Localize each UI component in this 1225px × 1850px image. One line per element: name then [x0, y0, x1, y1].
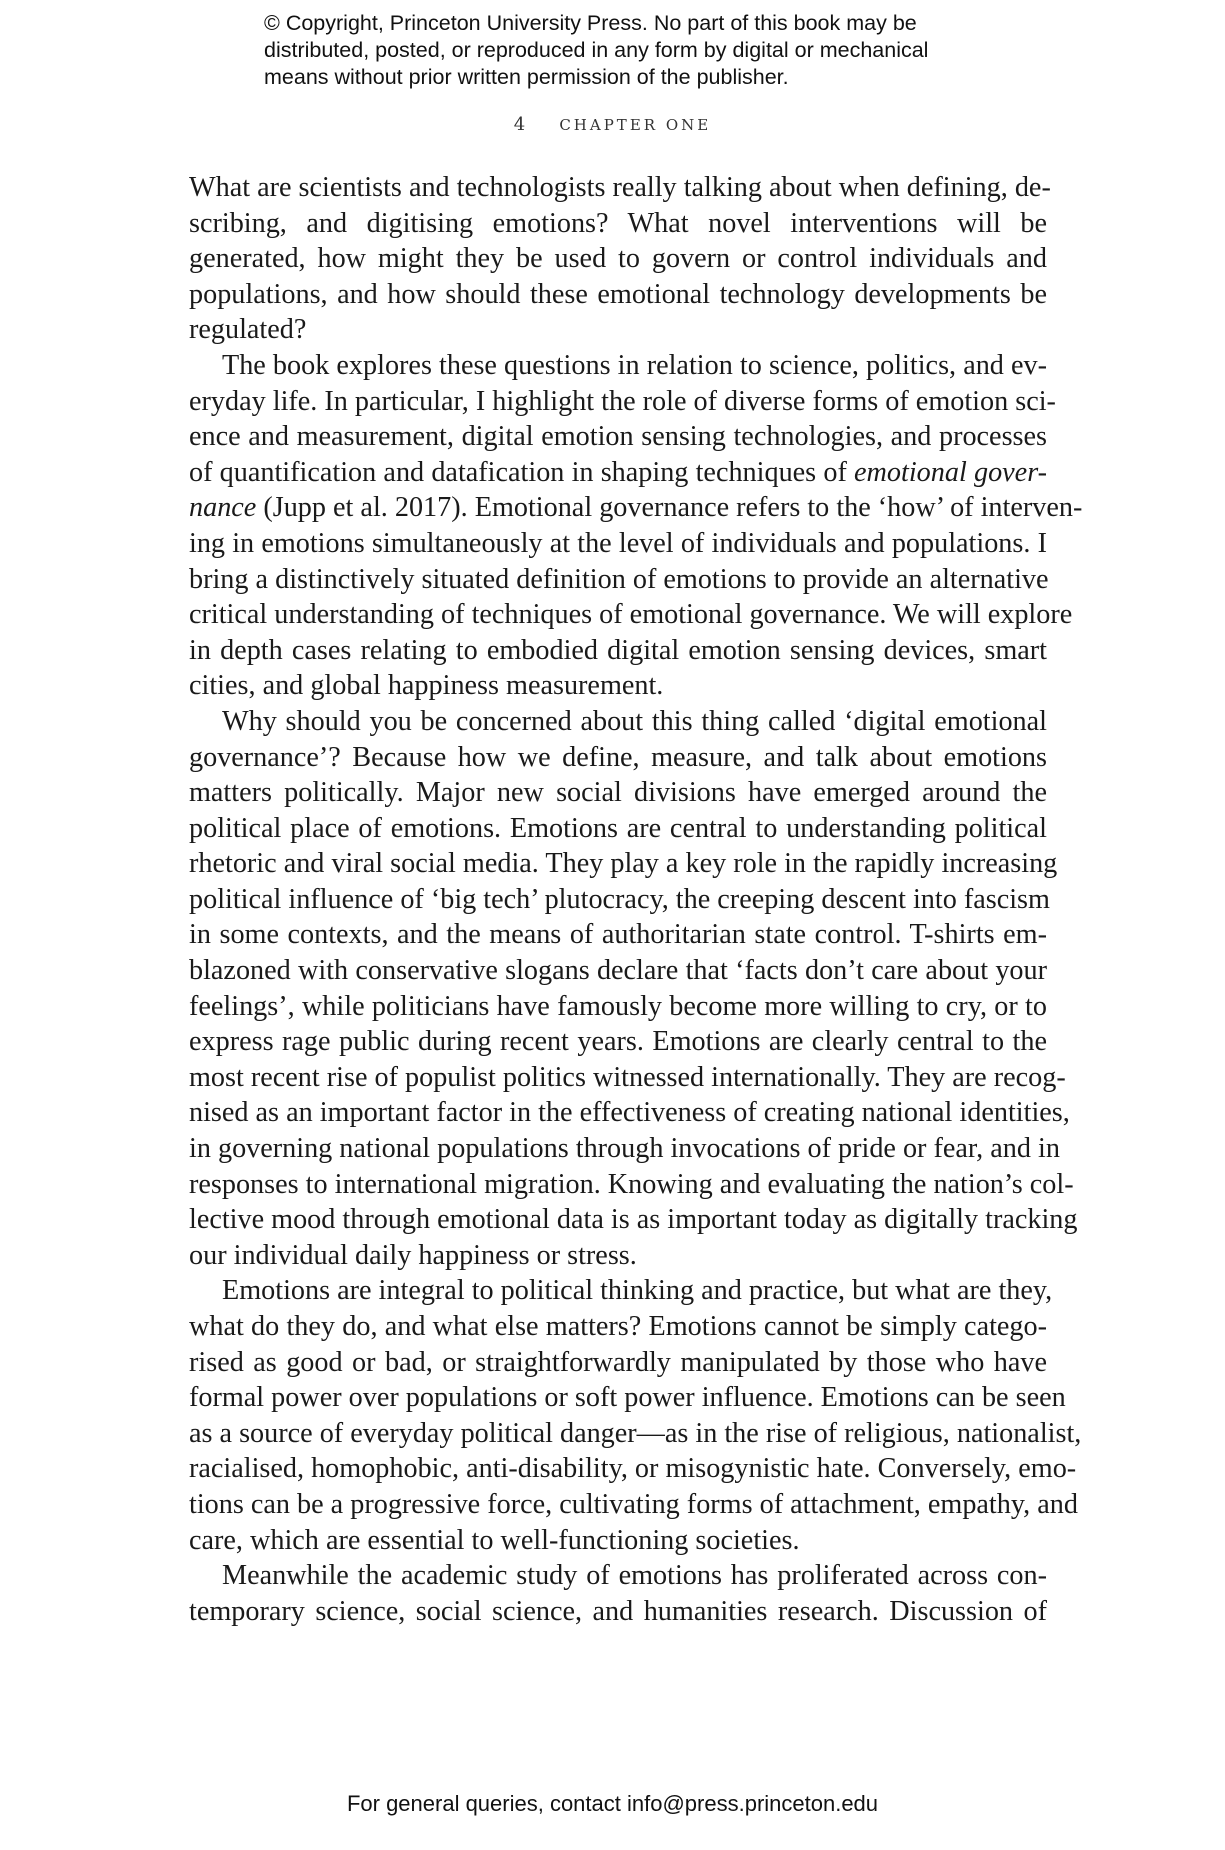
- text-line: bring a distinctively situated definition of emotions to provide an alternative: [189, 563, 1049, 595]
- text-line: blazoned with conservative slogans declare that ‘facts don’t care about your: [189, 955, 1047, 987]
- text-line: formal power over populations or soft power influence. Emotions can be seen: [189, 1382, 1066, 1414]
- text-line: nised as an important factor in the effectiveness of creating national identities,: [189, 1097, 1070, 1129]
- text-line: racialised, homophobic, anti-disability, or misogynistic hate. Conversely, emo-: [189, 1453, 1077, 1485]
- page-number: 4: [513, 114, 526, 135]
- text-line: scribing, and digitising emotions? What novel interventions will be: [189, 207, 1047, 239]
- text-line: generated, how might they be used to govern or control individuals and: [189, 243, 1047, 275]
- text-line: Emotions are integral to political thinking and practice, but what are they,: [222, 1275, 1053, 1307]
- text-line: express rage public during recent years. Emotions are clearly central to the: [189, 1026, 1047, 1058]
- footer-contact: For general queries, contact info@press.princeton.edu: [346, 1791, 879, 1816]
- text-line: as a source of everyday political danger—as in the rise of religious, nationalist,: [189, 1417, 1082, 1449]
- text-line: The book explores these questions in relation to science, politics, and ev-: [222, 349, 1047, 381]
- text-line: tions can be a progressive force, cultivating forms of attachment, empathy, and: [189, 1488, 1078, 1520]
- text-line: what do they do, and what else matters? Emotions cannot be simply catego-: [189, 1311, 1047, 1342]
- text-line: populations, and how should these emotional technology developments be: [189, 278, 1047, 310]
- text-line: cities, and global happiness measurement.: [189, 670, 664, 702]
- text-line: eryday life. In particular, I highlight the role of diverse forms of emotion sci-: [189, 385, 1056, 417]
- text-line: matters politically. Major new social divisions have emerged around the: [189, 777, 1047, 809]
- text-line: critical understanding of techniques of emotional governance. We will explore: [189, 599, 1073, 631]
- text-line: What are scientists and technologists really talking about when defining, de-: [189, 172, 1051, 203]
- text-line: our individual daily happiness or stress.: [189, 1239, 637, 1271]
- text-line: governance’? Because how we define, measure, and talk about emotions: [189, 741, 1047, 773]
- text-line: rised as good or bad, or straightforwardly manipulated by those who have: [189, 1346, 1047, 1378]
- text-line: in governing national populations through invocations of pride or fear, and in: [189, 1133, 1060, 1165]
- running-head: [0, 114, 1225, 135]
- text-line: care, which are essential to well-functioning societies.: [189, 1524, 800, 1556]
- text-line: Why should you be concerned about this thing called ‘digital emotional: [222, 705, 1047, 737]
- text-line: most recent rise of populist politics witnessed internationally. They are recog-: [189, 1061, 1066, 1093]
- text-line: political place of emotions. Emotions are central to understanding political: [189, 812, 1047, 844]
- text-line: of quantification and datafication in shaping techniques of emotional gover-: [189, 456, 1047, 488]
- text-line: nance (Jupp et al. 2017). Emotional governance refers to the ‘how’ of interven-: [189, 492, 1083, 524]
- text-line: feelings’, while politicians have famously become more willing to cry, or to: [189, 990, 1047, 1022]
- text-line: in some contexts, and the means of authoritarian state control. T-shirts em-: [189, 919, 1047, 951]
- text-line: ing in emotions simultaneously at the level of individuals and populations. I: [189, 527, 1047, 559]
- text-line: ence and measurement, digital emotion sensing technologies, and processes: [189, 421, 1047, 453]
- text-line: lective mood through emotional data is as important today as digitally tracking: [189, 1204, 1078, 1236]
- copyright-line: © Copyright, Princeton University Press. No part of this book may be: [264, 11, 917, 35]
- chapter-title: CHAPTER ONE: [559, 116, 712, 134]
- body-text: [189, 170, 1083, 1629]
- text-line: political influence of ‘big tech’ plutocracy, the creeping descent into fascism: [189, 883, 1050, 915]
- text-line: Meanwhile the academic study of emotions has proliferated across con-: [222, 1560, 1047, 1592]
- text-line: regulated?: [189, 314, 307, 346]
- text-line: responses to international migration. Knowing and evaluating the nation’s col-: [189, 1168, 1074, 1200]
- copyright-line: means without prior written permission of the publisher.: [264, 65, 789, 89]
- copyright-notice: [264, 10, 1024, 91]
- text-line: rhetoric and viral social media. They play a key role in the rapidly increasing: [189, 848, 1058, 880]
- text-line: in depth cases relating to embodied digital emotion sensing devices, smart: [189, 634, 1047, 666]
- text-line: temporary science, social science, and humanities research. Discussion of: [189, 1595, 1047, 1627]
- copyright-line: distributed, posted, or reproduced in any form by digital or mechanical: [264, 38, 929, 62]
